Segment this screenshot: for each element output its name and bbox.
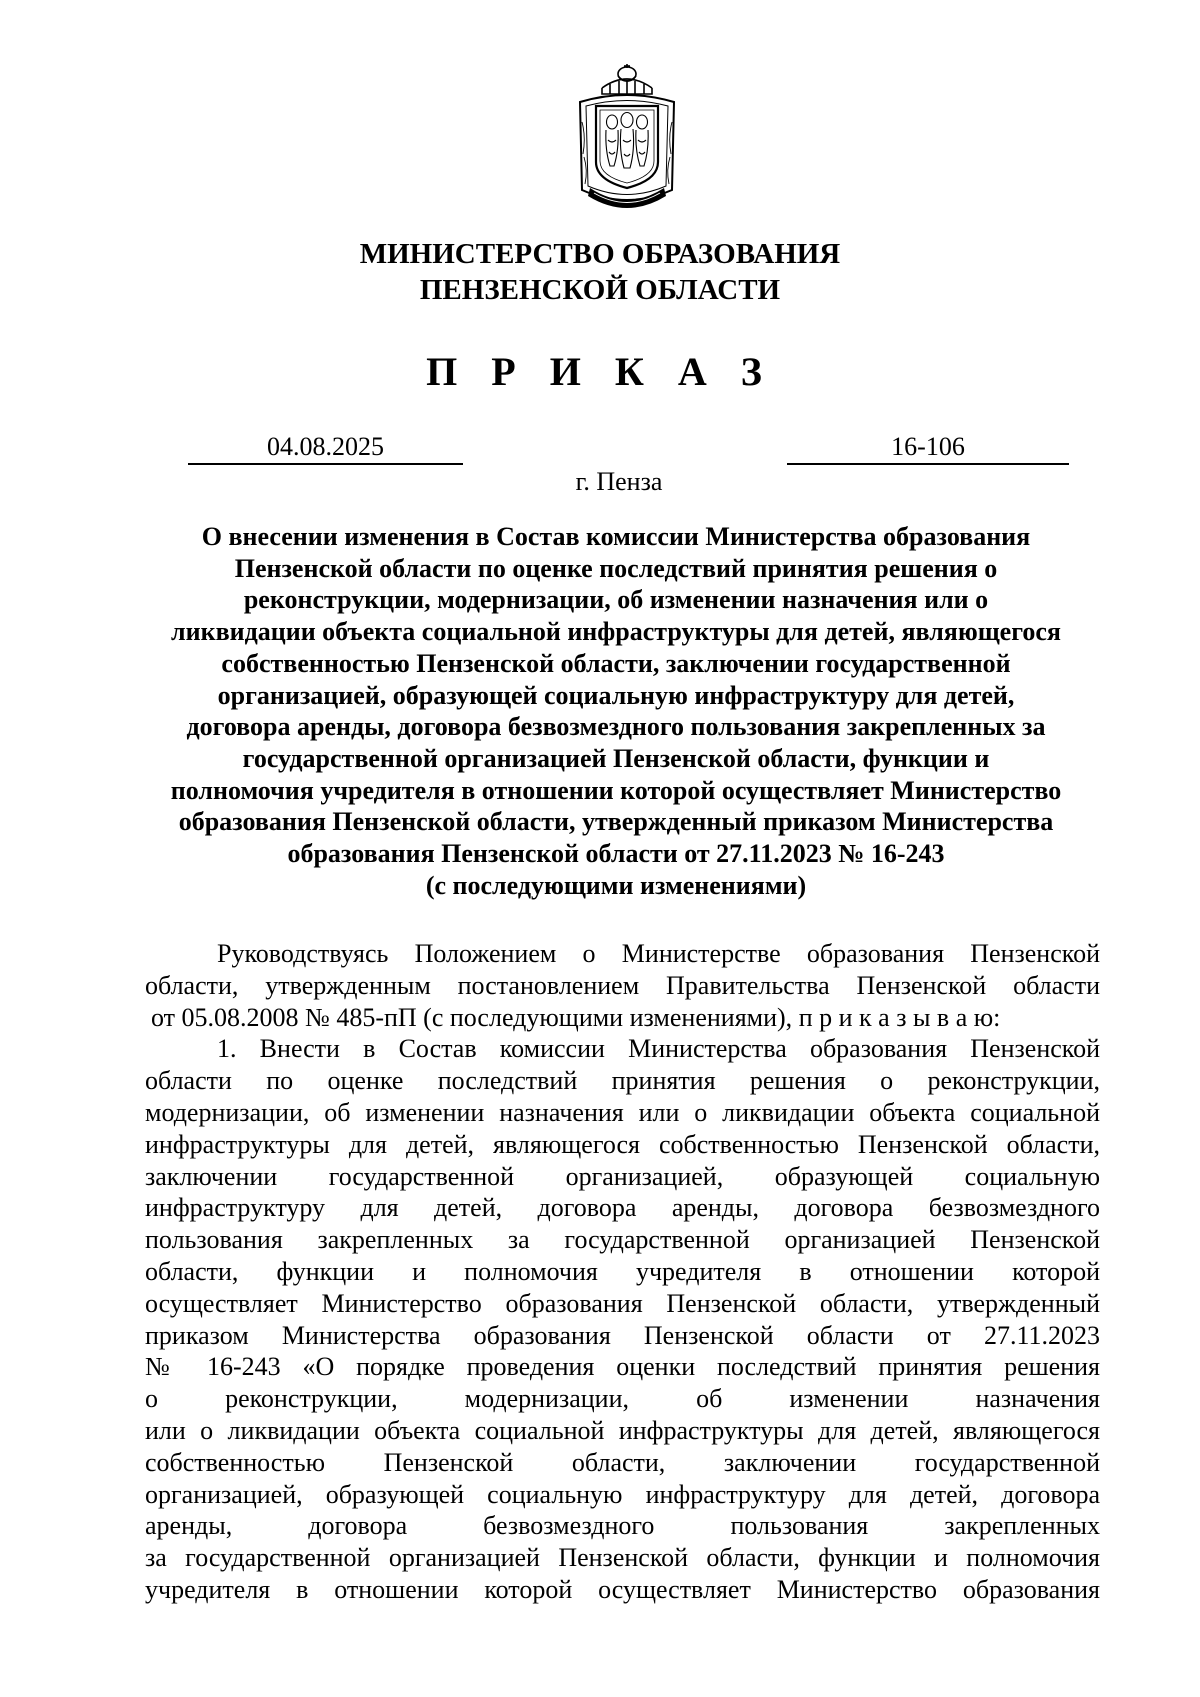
heading-line: образования Пензенской области от 27.11.2023 № 16-243 — [287, 839, 945, 869]
body-line: области по оценке последствий принятия решения о реконструкции, — [145, 1066, 1100, 1096]
body-line: № 16-243 «О порядке проведения оценки последствий принятия решения — [145, 1352, 1100, 1382]
body-line: организацией, образующей социальную инфраструктуру для детей, договора — [145, 1479, 1100, 1509]
order-verb: п р и к а з ы в а ю: — [798, 1002, 1001, 1032]
body-line: или о ликвидации объекта социальной инфраструктуры для детей, являющегося — [145, 1415, 1100, 1445]
body-line — [145, 1002, 1100, 1034]
heading-line: О внесении изменения в Состав комиссии Министерства образования — [201, 522, 1031, 551]
order-title: П Р И К А З — [426, 349, 774, 394]
body-line: инфраструктуру для детей, договора аренды, договора безвозмездного — [145, 1193, 1100, 1223]
body-line: Руководствуясь Положением о Министерстве образования Пензенской — [217, 939, 1100, 968]
body-line: осуществляет Министерство образования Пензенской области, утвержденный — [145, 1288, 1100, 1318]
heading-line: собственностью Пензенской области, заключении государственной — [221, 648, 1011, 678]
ministry-name — [0, 236, 1200, 308]
body-line: заключении государственной организацией, образующей социальную — [145, 1161, 1100, 1191]
document-body — [145, 938, 1100, 1606]
heading-line: полномочия учредителя в отношении которой осуществляет Министерство — [170, 775, 1062, 805]
heading-line: государственной организацией Пензенской области, функции и — [242, 743, 990, 773]
ministry-name-line1: МИНИСТЕРСТВО ОБРАЗОВАНИЯ — [359, 238, 841, 270]
body-line-text: от 05.08.2008 № 485-пП (с последующими изменениями), — [151, 1002, 793, 1032]
body-line: области, утвержденным постановлением Правительства Пензенской области — [145, 970, 1100, 1000]
heading-line: Пензенской области по оценке последствий принятия решения о — [234, 553, 998, 583]
body-line: области, функции и полномочия учредителя в отношении которой — [145, 1256, 1100, 1286]
body-line: за государственной организацией Пензенской области, функции и полномочия — [145, 1543, 1100, 1573]
order-number: 16-106 — [787, 431, 1069, 465]
heading-line: договора аренды, договора безвозмездного пользования закрепленных за — [186, 712, 1046, 742]
ministry-name-line2: ПЕНЗЕНСКОЙ ОБЛАСТИ — [419, 274, 781, 306]
body-line: о реконструкции, модернизации, об изменении назначения — [145, 1384, 1100, 1414]
heading-line: (с последующими изменениями) — [425, 870, 807, 900]
penza-coat-of-arms-icon — [572, 62, 682, 212]
body-line: собственностью Пензенской области, заключении государственной — [145, 1447, 1100, 1477]
body-line: аренды, договора безвозмездного пользования закрепленных — [145, 1511, 1100, 1541]
body-line: учредителя в отношении которой осуществляет Министерство образования — [145, 1574, 1100, 1604]
body-line: приказом Министерства образования Пензенской области от 27.11.2023 — [145, 1320, 1100, 1350]
order-date: 04.08.2025 — [188, 431, 463, 465]
body-line: 1. Внести в Состав комиссии Министерства образования Пензенской — [217, 1034, 1100, 1064]
body-line: пользования закрепленных за государственной организацией Пензенской — [145, 1225, 1100, 1255]
heading-line: организацией, образующей социальную инфраструктуру для детей, — [217, 680, 1015, 710]
heading-line: образования Пензенской области, утвержденный приказом Министерства — [178, 807, 1054, 837]
body-line: инфраструктуры для детей, являющегося собственностью Пензенской области, — [145, 1129, 1100, 1159]
heading-line: реконструкции, модернизации, об изменении назначения или о — [243, 585, 989, 615]
order-city: г. Пенза — [575, 467, 663, 496]
document-heading — [130, 521, 1102, 901]
body-line: модернизации, об изменении назначения или о ликвидации объекта социальной — [145, 1097, 1100, 1127]
heading-line: ликвидации объекта социальной инфраструктуры для детей, являющегося — [171, 617, 1061, 647]
